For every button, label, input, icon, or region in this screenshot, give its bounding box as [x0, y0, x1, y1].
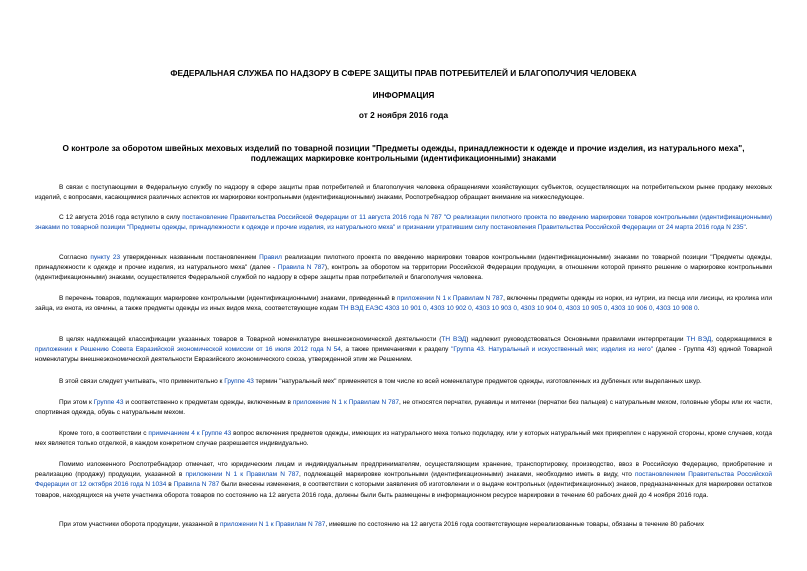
- paragraph-text: .: [697, 305, 700, 313]
- paragraph-text: , подлежащей маркировке контрольными (идентификационными) знаками, необходимо иметь в виду, что: [298, 471, 636, 479]
- paragraph-10: [35, 520, 772, 530]
- paragraph-2: [35, 213, 772, 233]
- paragraph-text: , включены предметы одежды из норки, из нутрии, из песца или лисицы, из кролика или зайца, из енота, из овчины, а также предметы одежды из иных видов меха, соответствующие кодам: [35, 295, 772, 313]
- paragraph-4: [35, 294, 772, 314]
- group-43-link[interactable]: Группе 43: [93, 399, 124, 406]
- paragraph-text: .: [745, 224, 748, 232]
- appendix-1-link[interactable]: приложении N 1 к Правилам N 787: [396, 295, 504, 302]
- paragraph-text: (далее - Группа 43) единой Товарной номенклатуры внешнеэкономической деятельности Евразийского экономического союза, утвержденной этим же Решением.: [35, 346, 772, 364]
- paragraph-text: При этом участники оборота продукции, указанной в: [59, 521, 220, 528]
- paragraph-text: , имевшие по состоянию на 12 августа 2016 года соответствующие нереализованные товары, обязаны в течение 80 рабочих: [325, 521, 705, 528]
- paragraph-text: Согласно: [59, 254, 91, 261]
- paragraph-text: В этой связи следует учитывать, что применительно к: [59, 378, 225, 385]
- tnved-codes-link[interactable]: ТН ВЭД ЕАЭС 4303 10 901 0, 4303 10 902 0, 4303 10 903 0, 4303 10 904 0, 4303 10 905 0, 4303 10 906 0, 4303 10 908 0: [339, 305, 698, 313]
- paragraph-text: Кроме того, в соответствии с: [59, 430, 149, 437]
- paragraph-text: вопрос включения предметов одежды, имеющих из натурального меха только подкладку, или у которых натуральный мех прикреплен с наружной стороны, кроме случаев, когда мех является только отделкой, в каждом конкретном случае разрешается индивидуально.: [35, 430, 773, 448]
- document-type: ИНФОРМАЦИЯ: [372, 90, 435, 100]
- paragraph-7: [35, 398, 772, 418]
- document-subject-line-2: подлежащих маркировке контрольными (идентификационными) знаками: [250, 153, 557, 163]
- paragraph-text: В перечень товаров, подлежащих маркировке контрольными (идентификационными) знаками, приведенный в: [59, 295, 397, 302]
- paragraph-text: в: [166, 481, 174, 489]
- paragraph-text: Помимо изложенного Роспотребнадзор отмечает, что юридическим лицам и индивидуальным предпринимателям, осуществляющим хранение, транспортировку, производство, ввоз в Российскую Федерацию, приобретение и реализацию (продажу) продукции, указанной в: [35, 461, 772, 479]
- group-43-link[interactable]: Группе 43: [224, 378, 254, 385]
- paragraph-text: были внесены изменения, в соответствии с которыми заявления об изготовлении и о выдаче контрольных (идентификационных) знаков, предназначенных для маркировки остатков товаров, находящихся на учете участника оборота товаров по состоянию на 12 августа 2016 года, должны были быть размещены в информационном ресурсе маркировки в течение 60 рабочих дней до 4 ноября 2016 года.: [35, 481, 772, 499]
- paragraph-text: реализации пилотного проекта по введению маркировки товаров контрольными (идентификационными) знаками по товарной позиции "Предметы одежды, принадлежности к одежде и прочие изделия, из натурального меха" (далее -: [35, 254, 772, 272]
- decree-1034-link[interactable]: постановлением Правительства Российской Федерации от 12 октября 2016 года N 1034: [35, 471, 772, 489]
- paragraph-3: [35, 253, 772, 284]
- paragraph-text: При этом к: [59, 399, 94, 406]
- paragraph-text: ) надлежит руководствоваться Основными правилами интерпретации: [466, 336, 687, 343]
- paragraph-9: [35, 460, 772, 501]
- document-date: от 2 ноября 2016 года: [358, 110, 449, 120]
- rules-787-link[interactable]: Правила N 787: [277, 264, 325, 272]
- rules-link[interactable]: Правил: [259, 254, 282, 261]
- note-4-group-43-link[interactable]: примечанием 4 к Группе 43: [148, 430, 232, 437]
- rules-787-link[interactable]: Правила N 787: [173, 481, 220, 489]
- decree-787-link[interactable]: постановление Правительства Российской Федерации от 11 августа 2016 года N 787 "О реализации пилотного проекта по введению маркировки товаров контрольными (идентификационными) знаками по товарной позиции "Предметы одежды, принадлежности к одежде и прочие изделия, из натурального меха" и признании утратившим силу постановления Правительства Российской Федерации от 24 марта 2016 года N 235": [35, 214, 772, 232]
- paragraph-8: [35, 429, 772, 449]
- paragraph-text: , содержащимися в: [711, 336, 773, 343]
- paragraph-text: В связи с поступающими в Федеральную службу по надзору в сфере защиты прав потребителей и благополучия человека обращениями хозяйствующих субъектов, осуществляющих на потребительском рынке продажу меховых изделий, с вопросами, касающимися различных аспектов их маркировки контрольными (идентификационными) знаками, Роспотребнадзор обращает внимание на нижеследующее.: [35, 184, 772, 202]
- eec-decision-link[interactable]: приложении к Решению Совета Евразийской экономической комиссии от 16 июля 2012 года N 54: [35, 346, 341, 354]
- paragraph-text: С 12 августа 2016 года вступило в силу: [59, 214, 183, 221]
- paragraph-text: , а также примечаниями к разделу: [340, 346, 452, 354]
- paragraph-text: термин "натуральный мех" применяется в том числе ко всей номенклатуре предметов одежды, изготовленных из дубленых или выделанных шкур.: [253, 378, 702, 385]
- paragraph-text: утвержденных названным постановлением: [120, 254, 260, 261]
- paragraph-text: и соответственно к предметам одежды, включенным в: [123, 399, 293, 406]
- clause-23-link[interactable]: пункту 23: [90, 254, 121, 261]
- paragraph-1: [35, 183, 772, 203]
- agency-title: ФЕДЕРАЛЬНАЯ СЛУЖБА ПО НАДЗОРУ В СФЕРЕ ЗАЩИТЫ ПРАВ ПОТРЕБИТЕЛЕЙ И БЛАГОПОЛУЧИЯ ЧЕЛОВЕКА: [170, 68, 637, 78]
- appendix-1-link[interactable]: приложение N 1 к Правилам N 787: [292, 399, 399, 406]
- paragraph-5: [35, 335, 772, 366]
- paragraph-text: , не относятся перчатки, рукавицы и митенки (перчатки без пальцев) с натуральным мехом, головные уборы или их части, спортивная одежда, обувь с натуральным мехом.: [35, 399, 772, 417]
- tnved-link[interactable]: ТН ВЭД: [686, 336, 712, 343]
- document-subject-line-1: О контроле за оборотом швейных меховых изделий по товарной позиции "Предметы одежды, принадлежности к одежде и прочие изделия, из натурального меха",: [62, 143, 745, 153]
- appendix-1-link[interactable]: приложении N 1 к Правилам N 787: [185, 471, 299, 479]
- group-43-section-link[interactable]: "Группа 43. Натуральный и искусственный мех; изделия из него": [451, 346, 654, 354]
- paragraph-6: [35, 377, 772, 387]
- appendix-1-link[interactable]: приложении N 1 к Правилам N 787: [220, 521, 326, 528]
- paragraph-text: ), контроль за оборотом на территории Российской Федерации продукции, в отношении которой принято решение о маркировке контрольными (идентификационными) знаками, осуществляется Федеральной службой по надзору в сфере защиты прав потребителей и благополучия человека.: [35, 264, 772, 282]
- tnved-link[interactable]: ТН ВЭД: [441, 336, 467, 343]
- paragraph-text: В целях надлежащей классификации указанных товаров в Товарной номенклатуре внешнеэкономической деятельности (: [59, 336, 442, 343]
